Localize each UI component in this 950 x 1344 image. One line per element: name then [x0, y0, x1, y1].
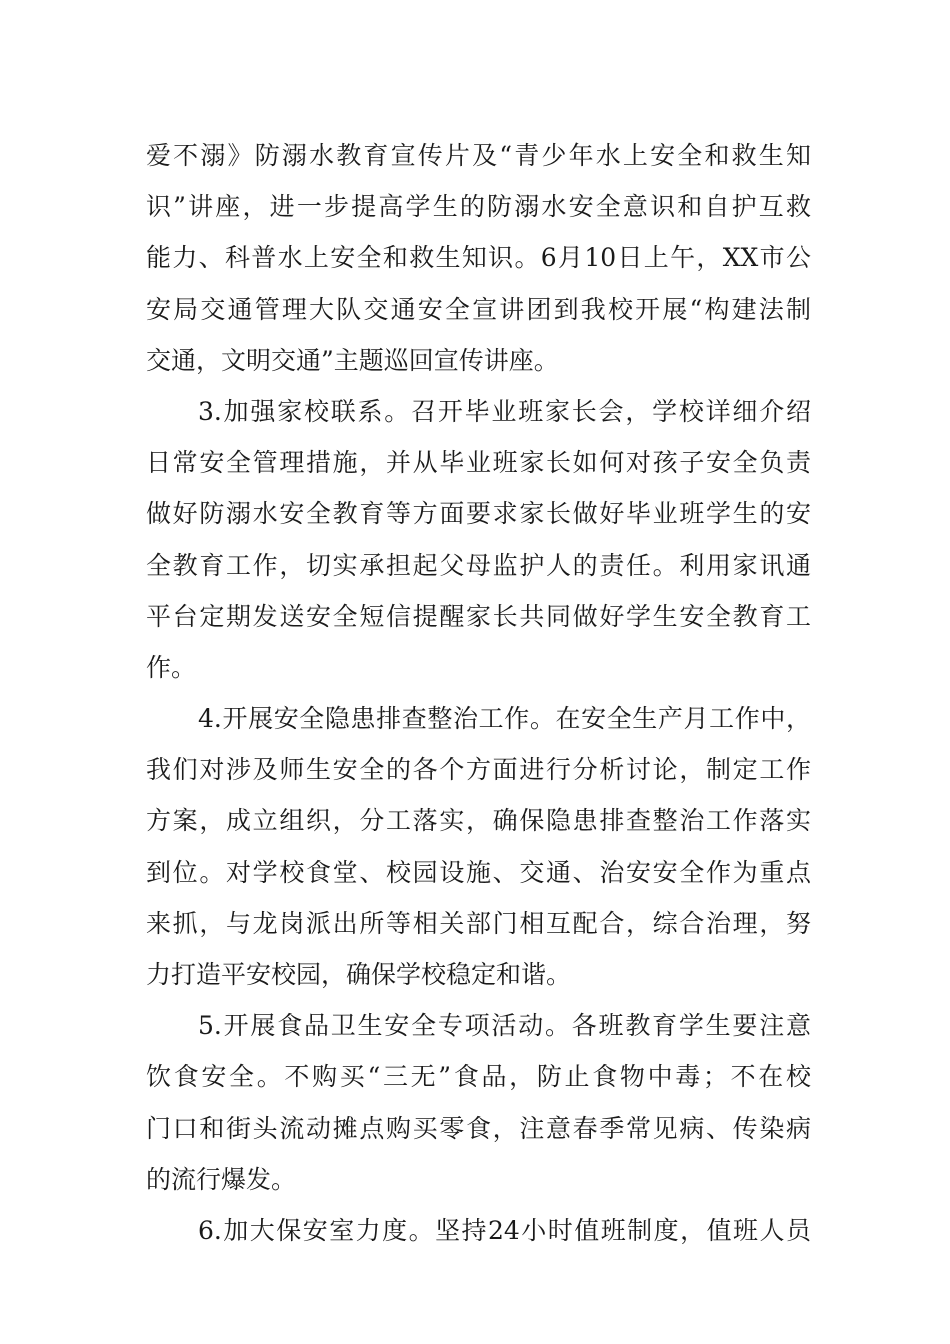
text-line: 做好防溺水安全教育等方面要求家长做好毕业班学生的安 — [146, 499, 811, 529]
paragraph-3 — [146, 386, 811, 693]
text-line: 我们对涉及师生安全的各个方面进行分析讨论，制定工作 — [146, 755, 811, 785]
text-line: 识”讲座，进一步提高学生的防溺水安全意识和自护互救 — [146, 192, 811, 222]
paragraph-4 — [146, 693, 811, 1000]
text-line: 方案，成立组织，分工落实，确保隐患排查整治工作落实 — [146, 806, 811, 836]
text-line: 到位。对学校食堂、校园设施、交通、治安安全作为重点 — [146, 857, 811, 887]
document-body — [146, 130, 811, 1256]
text-line: 饮食安全。不购买“三无”食品，防止食物中毒；不在校 — [146, 1062, 811, 1092]
text-line: 作。 — [146, 652, 197, 682]
text-line: 安局交通管理大队交通安全宣讲团到我校开展“构建法制 — [146, 294, 811, 324]
paragraph-5 — [146, 1000, 811, 1205]
text-line: 3.加强家校联系。召开毕业班家长会，学校详细介绍 — [198, 396, 811, 426]
text-line: 4.开展安全隐患排查整治工作。在安全生产月工作中， — [198, 704, 811, 734]
paragraph-6 — [146, 1205, 811, 1256]
text-line: 6.加大保安室力度。坚持24小时值班制度，值班人员 — [198, 1215, 811, 1245]
text-line: 力打造平安校园，确保学校稳定和谐。 — [146, 960, 572, 989]
text-line: 平台定期发送安全短信提醒家长共同做好学生安全教育工 — [146, 601, 811, 631]
text-line: 全教育工作，切实承担起父母监护人的责任。利用家讯通 — [146, 550, 811, 580]
text-line: 日常安全管理措施，并从毕业班家长如何对孩子安全负责 — [146, 448, 811, 478]
text-line: 交通，文明交通”主题巡回宣传讲座。 — [146, 345, 559, 375]
text-line: 来抓，与龙岗派出所等相关部门相互配合，综合治理，努 — [146, 908, 811, 938]
text-line: 的流行爆发。 — [146, 1164, 297, 1194]
text-line: 能力、科普水上安全和救生知识。6月10日上午，XX市公 — [146, 243, 811, 273]
text-line: 门口和街头流动摊点购买零食，注意春季常见病、传染病 — [146, 1113, 811, 1143]
paragraph-continuation — [146, 130, 811, 386]
text-line: 爱不溺》防溺水教育宣传片及“青少年水上安全和救生知 — [146, 141, 811, 170]
text-line: 5.开展食品卫生安全专项活动。各班教育学生要注意 — [198, 1011, 811, 1041]
